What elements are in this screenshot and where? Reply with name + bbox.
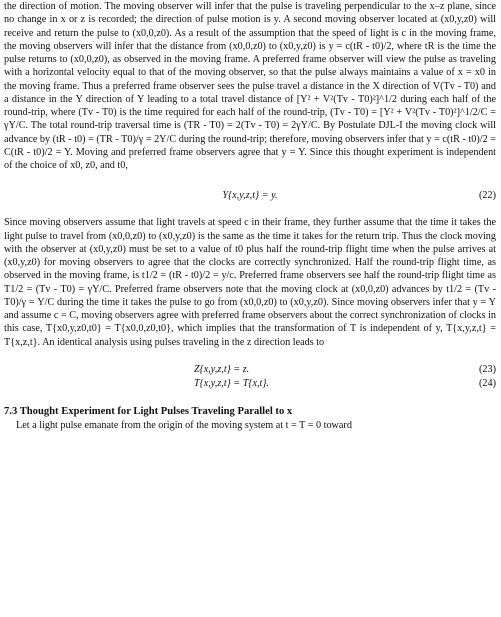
- paragraph-2: Since moving observers assume that light travels at speed c in their frame, they further assume that the time it takes the light pulse to travel from (x0,0,z0) to (x0,y,z0) is the same as the time it takes for the return trip. Thus the clock moving with the observer at (x0,y,z0) must be set to a value of t0 plus half the round-trip flight time when the pulse arrives at (x0,y,z0) for moving observers to agree that the clocks are correctly synchronized. Half the round-trip flight time, as observed in the moving frame, is t1/2 = (tR - t0)/2 = y/c. Preferred frame observers see half the round-trip flight time as T1/2 = (Tv - T0) = γY/C. Preferred frame observers note that the moving clock at (x0,0,z0) advances by t1/2 = (Tv - T0)/γ = Y/C during the time it takes the pulse to go from (x0,0,z0) to (x0,y,z0). Since moving observers infer that y = Y and assume c = C, moving observers agree with preferred frame observers about the correct synchronization of clocks in this case, T{x0,y,z0,t0} = T{x0,0,z0,t0}, which implies that the transformation of T is independent of y, T{x,y,z,t} = T{x,z,t}. An identical analysis using pulses traveling in the z direction leads to: [4, 217, 496, 348]
- equation-22-expr: Y{x,y,z,t} = y.: [222, 189, 278, 201]
- paragraph-3: Let a light pulse emanate from the origin of the moving system at t = T = 0 toward: [16, 419, 352, 431]
- equation-23-expr: Z{x,y,z,t} = z.: [194, 364, 250, 376]
- equation-23: [4, 363, 496, 377]
- paragraph-1: the direction of motion. The moving observer will infer that the pulse is traveling perpendicular to the x–z plane, since no change in x or z is recorded; the direction of pulse motion is y. A second moving observer located at (x0,y,z0) will receive and return the pulse to (x0,0,z0). As a result of the assumption that the speed of light is c in the moving frame, the moving observers will infer that the distance from (x0,0,z0) to (x0,y,z0) is y = c(tR - t0)/2, where tR is the time the pulse returns to (x0,0,z0), as observed in the moving frame. A preferred frame observer will view the pulse as traveling with a horizontal velocity equal to that of the moving observer, so that the pulse always maintains a value of x = x0 in the moving frame. Thus a preferred frame observer sees the pulse travel a distance in the X direction of V(Tv - T0) and a distance in the Y direction of Y leading to a total travel distance of [Y² + V²(Tv - T0)²]^1/2 during each half of the round-trip, where (Tv - T0) is the time required for each half of the round-trip, (Tv - T0) = [Y² + V²(Tv - T0)²]^1/2/C = γY/C. The total round-trip traversal time is (TR - T0) = 2(Tv - T0) = 2γY/C. By Postulate DJL-I the moving clock will advance by (tR - t0) = (TR - T0)/γ = 2Y/C during the round-trip; therefore, moving observers infer that y = c(tR - t0)/2 = C(tR - t0)/2 = Y. Moving and preferred frame observers agree that y = Y. Since this thought experiment is independent of the choice of x0, z0, and t0,: [4, 1, 496, 171]
- equation-24-number: (24): [479, 378, 496, 390]
- equation-22-number: (22): [479, 189, 496, 201]
- equation-24: [4, 377, 496, 391]
- equation-24-expr: T{x,y,z,t} = T{x,t}.: [194, 378, 269, 390]
- equation-22: [4, 188, 496, 202]
- equation-23-number: (23): [479, 364, 496, 376]
- document-page: [4, 0, 496, 432]
- section-heading: 7.3 Thought Experiment for Light Pulses Traveling Parallel to x: [4, 405, 293, 417]
